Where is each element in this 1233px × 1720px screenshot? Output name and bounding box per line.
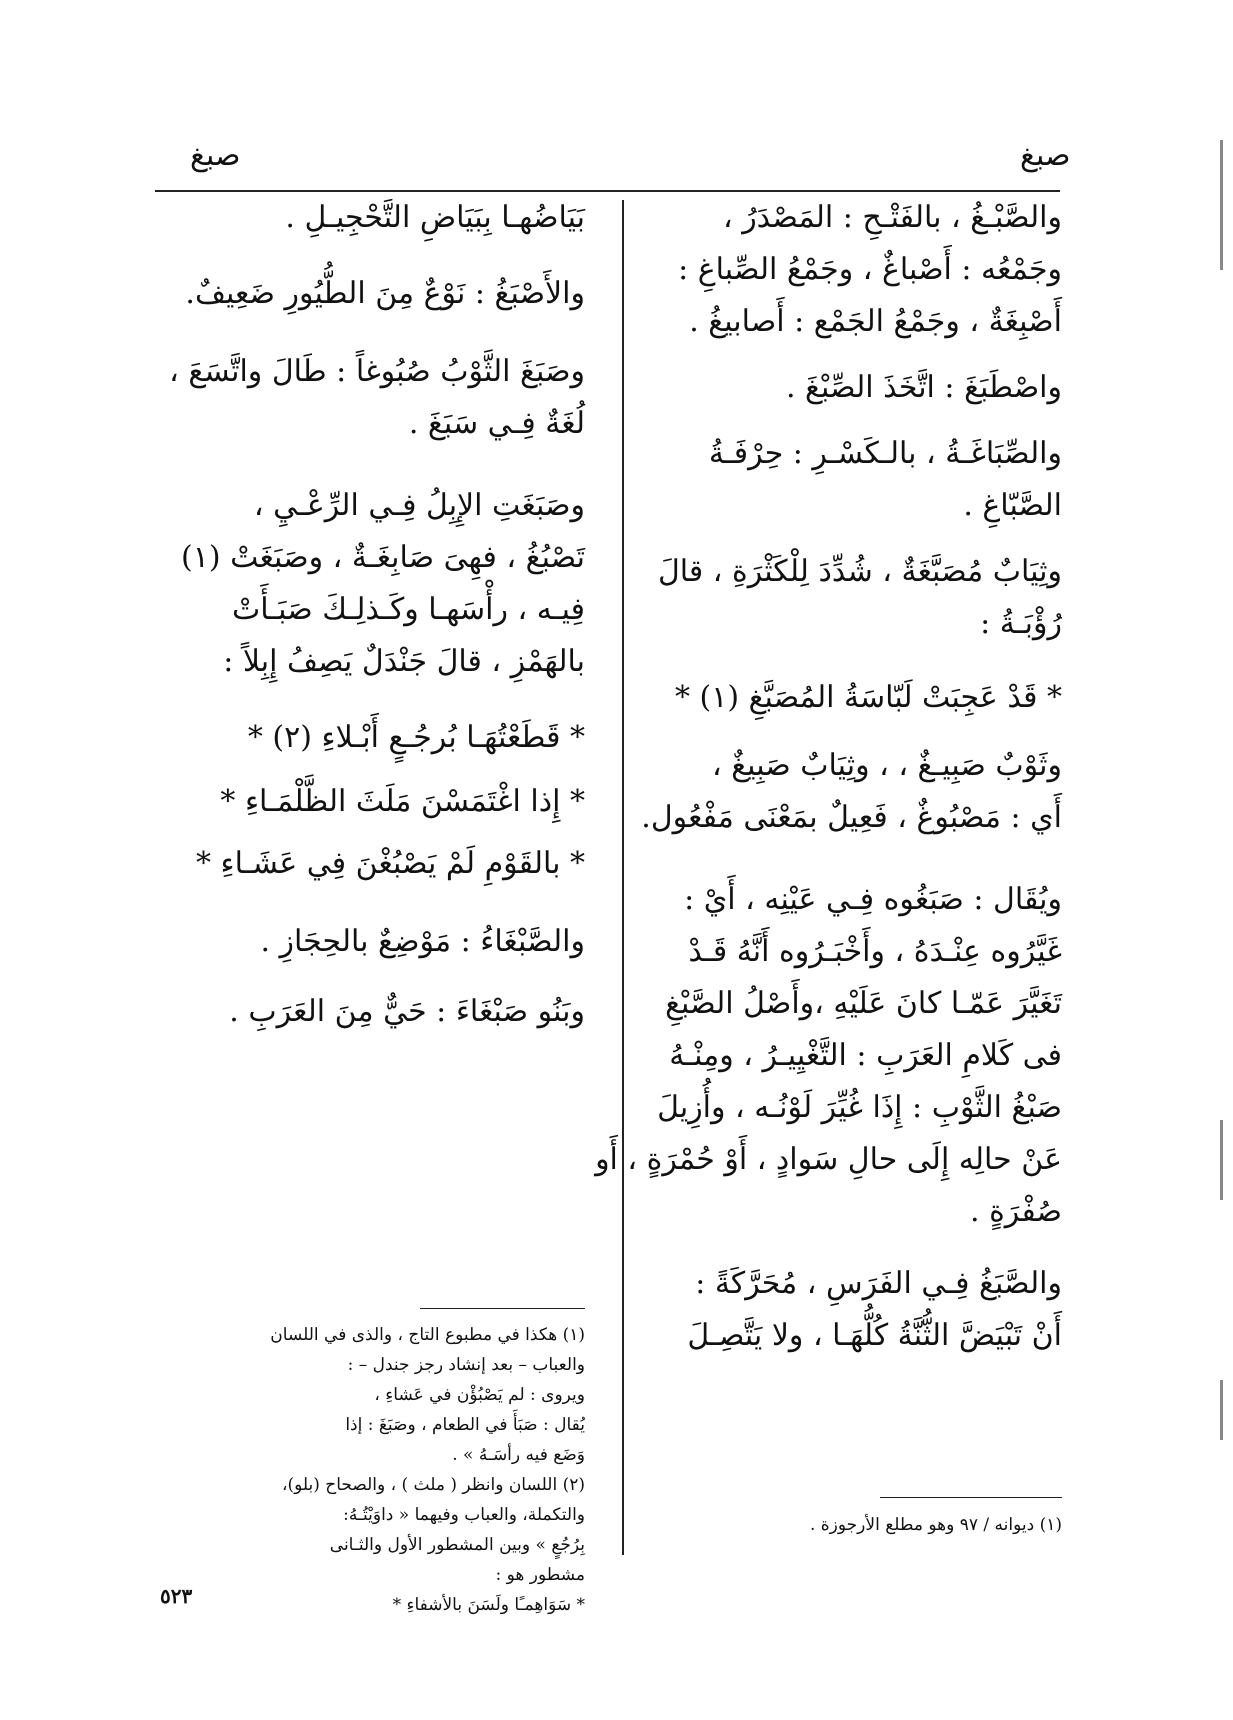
text-line: رُؤْبَـةُ : bbox=[980, 606, 1062, 641]
running-header-right: صبغ bbox=[1020, 138, 1071, 173]
text-line: والصِّبَاغَـةُ ، بالـكَسْـرِ : حِرْفَـةُ bbox=[708, 436, 1062, 471]
text-line: غَيَّرُوه عِنْـدَهُ ، وأَخْبَـرُوه أَنَّهُ قَـدْ bbox=[688, 934, 1062, 969]
header-rule bbox=[155, 190, 1060, 192]
text-line: أَصْبِغَةٌ ، وجَمْعُ الجَمْع : أَصابيغُ . bbox=[689, 304, 1062, 339]
column-divider bbox=[622, 200, 624, 1555]
text-line: ويُقَال : صَبَغُوه فِـي عَيْنِه ، أَيْ : bbox=[684, 882, 1062, 917]
text-line: بَيَاضُهـا بِبَيَاضِ التَّحْجِيـلِ . bbox=[285, 200, 585, 235]
text-line: والأَصْبَغُ : نَوْعٌ مِنَ الطُّيُورِ ضَعِيفٌ. bbox=[185, 276, 585, 311]
scan-edge-mark bbox=[1220, 1120, 1223, 1200]
verse-line: * إِذا اغْتَمَسْنَ مَلَثَ الظَّلْمَـاءِ * bbox=[220, 784, 585, 819]
verse-line: * بالقَوْمِ لَمْ يَصْبُغْنَ فِي عَشَـاءِ * bbox=[196, 846, 585, 881]
scan-edge-mark bbox=[1220, 140, 1223, 270]
text-line: فِيـه ، رأْسَهـا وكَـذلِـكَ صَبَـأَتْ bbox=[231, 592, 585, 627]
text-line: والصَّبَغُ فِـي الفَرَسِ ، مُحَرَّكَةً : bbox=[695, 1266, 1062, 1301]
verse-line: * قَطَعْتُهَـا بُرجُـعٍ أَبْـلاءِ (٢) * bbox=[247, 720, 585, 755]
text-line: وبَنُو صَبْغَاءَ : حَيٌّ مِنَ العَرَبِ . bbox=[229, 994, 585, 1029]
scan-edge-mark bbox=[1220, 1380, 1223, 1440]
right-column bbox=[595, 200, 1062, 1530]
text-line: الصَّبّاغِ . bbox=[963, 488, 1062, 523]
running-header-left: صبغ bbox=[190, 138, 241, 173]
footnote-line: والعباب – بعد إنشاد رجز جندل – : bbox=[347, 1355, 585, 1375]
footnote-line: * سَوَاهِمـًا ولَسَنَ بالأشفاءِ * bbox=[392, 1595, 585, 1615]
text-line: وصَبَغَ الثَّوْبُ صُبُوغاً : طَالَ واتَّسَعَ ، bbox=[169, 354, 585, 389]
footnote-rule-right bbox=[880, 1497, 1062, 1498]
text-line: أَي : مَصْبُوغٌ ، فَعِيلٌ بمَعْنَى مَفْعُول. bbox=[641, 800, 1062, 835]
text-line: وثِيَابٌ مُصَبَّغَةٌ ، شُدِّدَ لِلْكَثْرَةِ ، قالَ bbox=[657, 554, 1062, 589]
text-line: وثَوْبٌ صَبِيـغٌ ، ، وثِيَابٌ صَبِيغٌ ، bbox=[712, 748, 1062, 783]
footnote-line: مشطور هو : bbox=[495, 1565, 585, 1585]
text-line: والصَّبْغَاءُ : مَوْضِعٌ بالحِجَازِ . bbox=[260, 924, 585, 959]
footnotes-left bbox=[155, 1320, 585, 1620]
text-line: صَبْغُ الثَّوْبِ : إِذَا غُيِّرَ لَوْنُـه ، وأُزِيلَ bbox=[657, 1090, 1062, 1125]
footnote-line: ويروى : لم يَصْبُؤْن في عَشاءِ ، bbox=[374, 1385, 585, 1405]
footnote-line: بِرُجُعٍ » وبين المشطور الأول والثـانى bbox=[329, 1535, 585, 1555]
footnote-rule-left bbox=[420, 1308, 585, 1309]
page-number: ٥٢٣ bbox=[160, 1584, 193, 1608]
text-line: صُفْرَةٍ . bbox=[970, 1194, 1062, 1229]
text-line: أَنْ تَبْيَضَّ الثُّنَّةُ كُلُّهَـا ، ولا يَتَّصِـلَ bbox=[687, 1318, 1062, 1353]
text-line: واصْطَبَغَ : اتَّخَذَ الصِّبْغَ . bbox=[785, 370, 1062, 405]
text-line: فى كَلامِ العَرَبِ : التَّغْيِيـرُ ، ومِنْـهُ bbox=[669, 1038, 1062, 1073]
footnote-right: (١) ديوانه / ٩٧ وهو مطلع الأرجوزة . bbox=[809, 1515, 1062, 1535]
verse-line: * قَدْ عَجِبَتْ لَبّاسَةُ المُصَبَّغِ (١) * bbox=[674, 680, 1062, 715]
left-column bbox=[155, 200, 585, 1290]
text-line: تَغَيَّرَ عَمّـا كانَ عَلَيْهِ ،وأَصْلُ الصَّبْغِ bbox=[665, 986, 1062, 1021]
text-line: وجَمْعُه : أَصْباغٌ ، وجَمْعُ الصِّباغِ : bbox=[678, 252, 1062, 287]
text-line: عَنْ حالِه إِلَى حالِ سَوادٍ ، أَوْ حُمْرَةٍ ، أَو bbox=[595, 1142, 1062, 1177]
text-line: وصَبَغَتِ الإِبِلُ فِـي الرِّعْـيِ ، bbox=[253, 488, 585, 523]
text-line: بالهَمْزِ ، قالَ جَنْدَلٌ يَصِفُ إِبِلاً : bbox=[223, 644, 585, 679]
footnote-line: (٢) اللسان وانظر ( ملث ) ، والصحاح (بلو)، bbox=[281, 1475, 585, 1495]
footnote-line: والتكملة، والعباب وفيهما « داوَيْتُـهُ: bbox=[343, 1505, 585, 1525]
footnote-line: يُقال : صَبَأَ في الطعام ، وصَبَغَ : إذا bbox=[345, 1415, 585, 1435]
footnote-line: (١) هكذا في مطبوع التاج ، والذى في اللسان bbox=[270, 1325, 585, 1345]
footnote-line: وَضَع فيه رأسَـهُ » . bbox=[452, 1445, 585, 1465]
text-line: تَصْبُغُ ، فهِىَ صَابِغَـةٌ ، وصَبَغَتْ (١) bbox=[181, 540, 585, 575]
text-line: لُغَةٌ فِـي سَبَغَ . bbox=[408, 406, 585, 441]
text-line: والصَّبْـغُ ، بالفَتْـحِ : المَصْدَرُ ، bbox=[722, 200, 1062, 235]
